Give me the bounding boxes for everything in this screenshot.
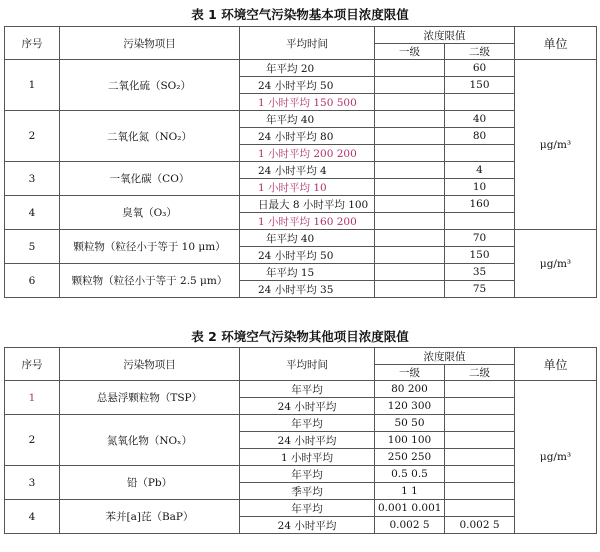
header-limit: 浓度限值 <box>375 348 515 365</box>
period-cell: 年平均 40 <box>240 230 375 247</box>
grade1-cell <box>375 196 445 213</box>
table-row <box>5 500 597 517</box>
grade1-cell <box>375 128 445 145</box>
grade1-cell: 0.002 5 <box>375 517 445 534</box>
table1-caption: 表 1 环境空气污染物基本项目浓度限值 <box>191 7 409 22</box>
grade2-cell: 150 <box>445 247 515 264</box>
grade2-cell: 40 <box>445 111 515 128</box>
grade2-cell: 150 <box>445 77 515 94</box>
table1 <box>4 26 597 298</box>
grade1-cell: 0.001 0.001 <box>375 500 445 517</box>
period-cell: 日最大 8 小时平均 100 <box>240 196 375 213</box>
period-cell: 24 小时平均 80 <box>240 128 375 145</box>
grade2-cell: 35 <box>445 264 515 281</box>
table-row <box>5 196 597 213</box>
unit-cell: μg/m³ <box>515 230 597 298</box>
grade1-cell <box>375 179 445 196</box>
grade1-cell <box>375 77 445 94</box>
table1-header-row <box>5 27 597 44</box>
grade1-cell: 0.5 0.5 <box>375 466 445 483</box>
table-row <box>5 381 597 398</box>
grade1-cell <box>375 60 445 77</box>
header-period: 平均时间 <box>240 27 375 60</box>
row-number: 3 <box>5 162 60 196</box>
grade2-cell: 60 <box>445 60 515 77</box>
grade1-cell: 250 250 <box>375 449 445 466</box>
grade1-cell: 80 200 <box>375 381 445 398</box>
row-number: 4 <box>5 500 60 534</box>
header-grade2: 二级 <box>445 44 515 60</box>
period-cell: 24 小时平均 50 <box>240 247 375 264</box>
grade2-cell: 70 <box>445 230 515 247</box>
table2 <box>4 347 597 534</box>
period-cell: 年平均 15 <box>240 264 375 281</box>
header-pollutant: 污染物项目 <box>60 348 240 381</box>
grade1-cell: 120 300 <box>375 398 445 415</box>
unit-cell: μg/m³ <box>515 60 597 230</box>
pollutant-name: 颗粒物（粒径小于等于 10 μm） <box>60 230 240 264</box>
header-grade1: 一级 <box>375 365 445 381</box>
period-cell: 24 小时平均 <box>240 517 375 534</box>
grade1-cell: 50 50 <box>375 415 445 432</box>
pollutant-name: 二氧化氮（NO₂） <box>60 111 240 162</box>
row-number: 2 <box>5 415 60 466</box>
grade2-cell <box>445 398 515 415</box>
grade1-cell: 100 100 <box>375 432 445 449</box>
grade2-cell <box>445 483 515 500</box>
period-cell: 24 小时平均 <box>240 432 375 449</box>
header-period: 平均时间 <box>240 348 375 381</box>
grade2-cell: 80 <box>445 128 515 145</box>
grade1-cell <box>375 111 445 128</box>
period-cell: 年平均 <box>240 381 375 398</box>
row-number: 5 <box>5 230 60 264</box>
row-number: 1 <box>5 381 60 415</box>
table-row <box>5 264 597 281</box>
grade2-cell <box>445 381 515 398</box>
table-row <box>5 415 597 432</box>
period-cell: 年平均 <box>240 500 375 517</box>
row-number: 2 <box>5 111 60 162</box>
period-cell: 24 小时平均 35 <box>240 281 375 298</box>
grade1-cell <box>375 162 445 179</box>
grade2-cell: 0.002 5 <box>445 517 515 534</box>
table-row <box>5 230 597 247</box>
period-cell: 1 小时平均 160 200 <box>240 213 375 230</box>
period-cell: 24 小时平均 50 <box>240 77 375 94</box>
grade1-cell <box>375 94 445 111</box>
period-cell: 1 小时平均 150 500 <box>240 94 375 111</box>
row-number: 1 <box>5 60 60 111</box>
period-cell: 24 小时平均 4 <box>240 162 375 179</box>
table-row <box>5 466 597 483</box>
pollutant-name: 二氧化硫（SO₂） <box>60 60 240 111</box>
grade1-cell <box>375 264 445 281</box>
grade1-cell <box>375 230 445 247</box>
period-cell: 年平均 <box>240 466 375 483</box>
grade1-cell <box>375 213 445 230</box>
period-cell: 1 小时平均 10 <box>240 179 375 196</box>
period-cell: 年平均 <box>240 415 375 432</box>
grade2-cell: 4 <box>445 162 515 179</box>
grade2-cell: 10 <box>445 179 515 196</box>
period-cell: 1 小时平均 200 200 <box>240 145 375 162</box>
grade2-cell <box>445 415 515 432</box>
period-cell: 1 小时平均 <box>240 449 375 466</box>
row-number: 4 <box>5 196 60 230</box>
grade2-cell: 75 <box>445 281 515 298</box>
header-limit: 浓度限值 <box>375 27 515 44</box>
header-no: 序号 <box>5 27 60 60</box>
pollutant-name: 苯并[a]芘（BaP） <box>60 500 240 534</box>
grade2-cell <box>445 145 515 162</box>
table-row <box>5 111 597 128</box>
period-cell: 年平均 40 <box>240 111 375 128</box>
grade1-cell <box>375 247 445 264</box>
table-row <box>5 60 597 77</box>
row-number: 6 <box>5 264 60 298</box>
grade2-cell: 160 <box>445 196 515 213</box>
grade1-cell <box>375 145 445 162</box>
header-no: 序号 <box>5 348 60 381</box>
pollutant-name: 一氧化碳（CO） <box>60 162 240 196</box>
header-grade1: 一级 <box>375 44 445 60</box>
grade1-cell: 1 1 <box>375 483 445 500</box>
unit-cell: μg/m³ <box>515 381 597 534</box>
grade1-cell <box>375 281 445 298</box>
grade2-cell <box>445 213 515 230</box>
pollutant-name: 氮氧化物（NOₓ） <box>60 415 240 466</box>
grade2-cell <box>445 432 515 449</box>
period-cell: 季平均 <box>240 483 375 500</box>
header-unit: 单位 <box>515 27 597 60</box>
grade2-cell <box>445 449 515 466</box>
pollutant-name: 铅（Pb） <box>60 466 240 500</box>
table2-caption: 表 2 环境空气污染物其他项目浓度限值 <box>191 329 409 344</box>
table-row <box>5 162 597 179</box>
header-pollutant: 污染物项目 <box>60 27 240 60</box>
grade2-cell <box>445 94 515 111</box>
pollutant-name: 总悬浮颗粒物（TSP） <box>60 381 240 415</box>
table2-header-row <box>5 348 597 365</box>
header-grade2: 二级 <box>445 365 515 381</box>
pollutant-name: 颗粒物（粒径小于等于 2.5 μm） <box>60 264 240 298</box>
grade2-cell <box>445 500 515 517</box>
grade2-cell <box>445 466 515 483</box>
header-unit: 单位 <box>515 348 597 381</box>
period-cell: 年平均 20 <box>240 60 375 77</box>
row-number: 3 <box>5 466 60 500</box>
pollutant-name: 臭氧（O₃） <box>60 196 240 230</box>
period-cell: 24 小时平均 <box>240 398 375 415</box>
